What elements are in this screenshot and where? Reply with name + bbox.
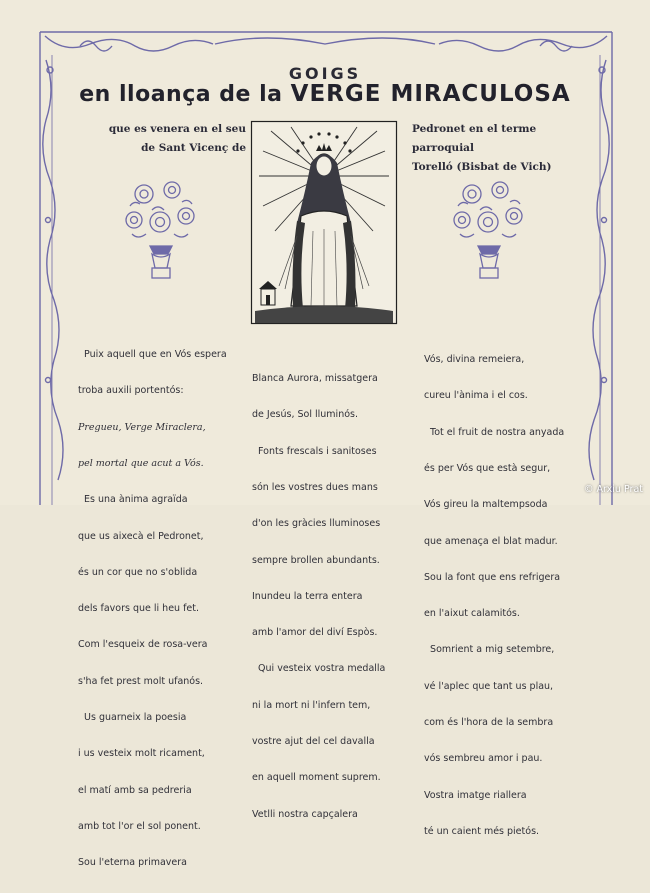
- verse-line: en aquell moment suprem.: [252, 772, 381, 784]
- verse-column-center: [252, 349, 385, 845]
- verse-line: en l'aixut calamitós.: [424, 608, 520, 620]
- virgin-mary-woodcut-image: [251, 121, 397, 324]
- refrain-line: Pregueu, Verge Miraclera,: [78, 421, 206, 433]
- verse-line: té un caient més pietós.: [424, 825, 540, 837]
- verse-line: Fonts frescals i sanitoses: [252, 445, 377, 457]
- verse-column-right: [424, 330, 564, 862]
- heading-virgin-name: VERGE MIRACULOSA: [290, 81, 571, 107]
- verse-line: Vetlli nostra capçalera: [252, 808, 358, 820]
- verse-line: vós sembreu amor i pau.: [424, 753, 543, 765]
- verse-line: com és l'hora de la sembra: [424, 717, 554, 728]
- verse-line: és un cor que no s'oblida: [78, 566, 198, 578]
- verse-line: cureu l'ànima i el cos.: [424, 390, 528, 402]
- verse-line: sempre brollen abundants.: [252, 554, 380, 566]
- heading-main: [0, 81, 650, 107]
- verse-line: dels favors que li heu fet.: [78, 603, 200, 615]
- heading-prefix: en lloança de la: [79, 82, 283, 107]
- verse-column-left: [78, 325, 227, 893]
- verse-line: Puix aquell que en Vós espera: [78, 349, 227, 361]
- subtitle-left: [96, 120, 246, 158]
- verse-line: amb l'amor del diví Espòs.: [252, 627, 378, 639]
- verse-line: que amenaça el blat madur.: [424, 535, 558, 547]
- verse-line: Qui vesteix vostra medalla: [252, 663, 386, 675]
- verse-line: i us vesteix molt ricament,: [78, 748, 205, 760]
- verse-line: ni la mort ni l'infern tem,: [252, 699, 371, 711]
- verse-line: Sou l'eterna primavera: [78, 857, 187, 869]
- verse-line: troba auxili portentós:: [78, 385, 184, 397]
- subtitle-left-line: que es venera en el seu: [108, 123, 246, 135]
- subtitle-right: [412, 120, 582, 177]
- verse-line: Sou la font que ens refrigera: [424, 571, 561, 583]
- flower-vase-left-image: [122, 176, 200, 288]
- subtitle-right-line: Pedronet en el terme parroquial: [412, 123, 537, 154]
- verse-line: Us guarneix la poesia: [78, 712, 187, 723]
- subtitle-left-line: de Sant Vicenç de: [141, 142, 246, 154]
- verse-line: vé l'aplec que tant us plau,: [424, 680, 554, 692]
- verse-line: Tot el fruit de nostra anyada: [424, 426, 565, 438]
- verse-line: Vós gireu la maltempsoda: [424, 499, 548, 511]
- verse-line: de Jesús, Sol lluminós.: [252, 409, 358, 421]
- verse-line: s'ha fet prest molt ufanós.: [78, 675, 204, 687]
- verse-line: el matí amb sa pedreria: [78, 784, 192, 796]
- heading-goigs: GOIGS: [288, 64, 362, 83]
- verse-line: Blanca Aurora, missatgera: [252, 373, 378, 385]
- verse-line: Somrient a mig setembre,: [424, 644, 555, 656]
- verse-line: Es una ànima agraïda: [78, 494, 188, 506]
- verse-line: són les vostres dues mans: [252, 482, 378, 494]
- verse-line: Vós, divina remeiera,: [424, 354, 525, 366]
- verse-line: Com l'esqueix de rosa-vera: [78, 639, 208, 651]
- subtitle-right-line: Torelló (Bisbat de Vich): [412, 161, 552, 173]
- flower-vase-right-image: [450, 176, 528, 288]
- verse-line: d'on les gràcies lluminoses: [252, 518, 381, 530]
- archive-credit: © Arxiu Prat: [584, 484, 643, 495]
- verse-line: Vostra imatge riallera: [424, 789, 527, 801]
- verse-line: vostre ajut del cel davalla: [252, 736, 375, 747]
- refrain-line: pel mortal que acut a Vós.: [78, 458, 204, 470]
- verse-line: Inundeu la terra entera: [252, 590, 363, 602]
- verse-line: que us aixecà el Pedronet,: [78, 530, 204, 542]
- verse-line: amb tot l'or el sol ponent.: [78, 820, 201, 832]
- verse-line: és per Vós que està segur,: [424, 463, 551, 475]
